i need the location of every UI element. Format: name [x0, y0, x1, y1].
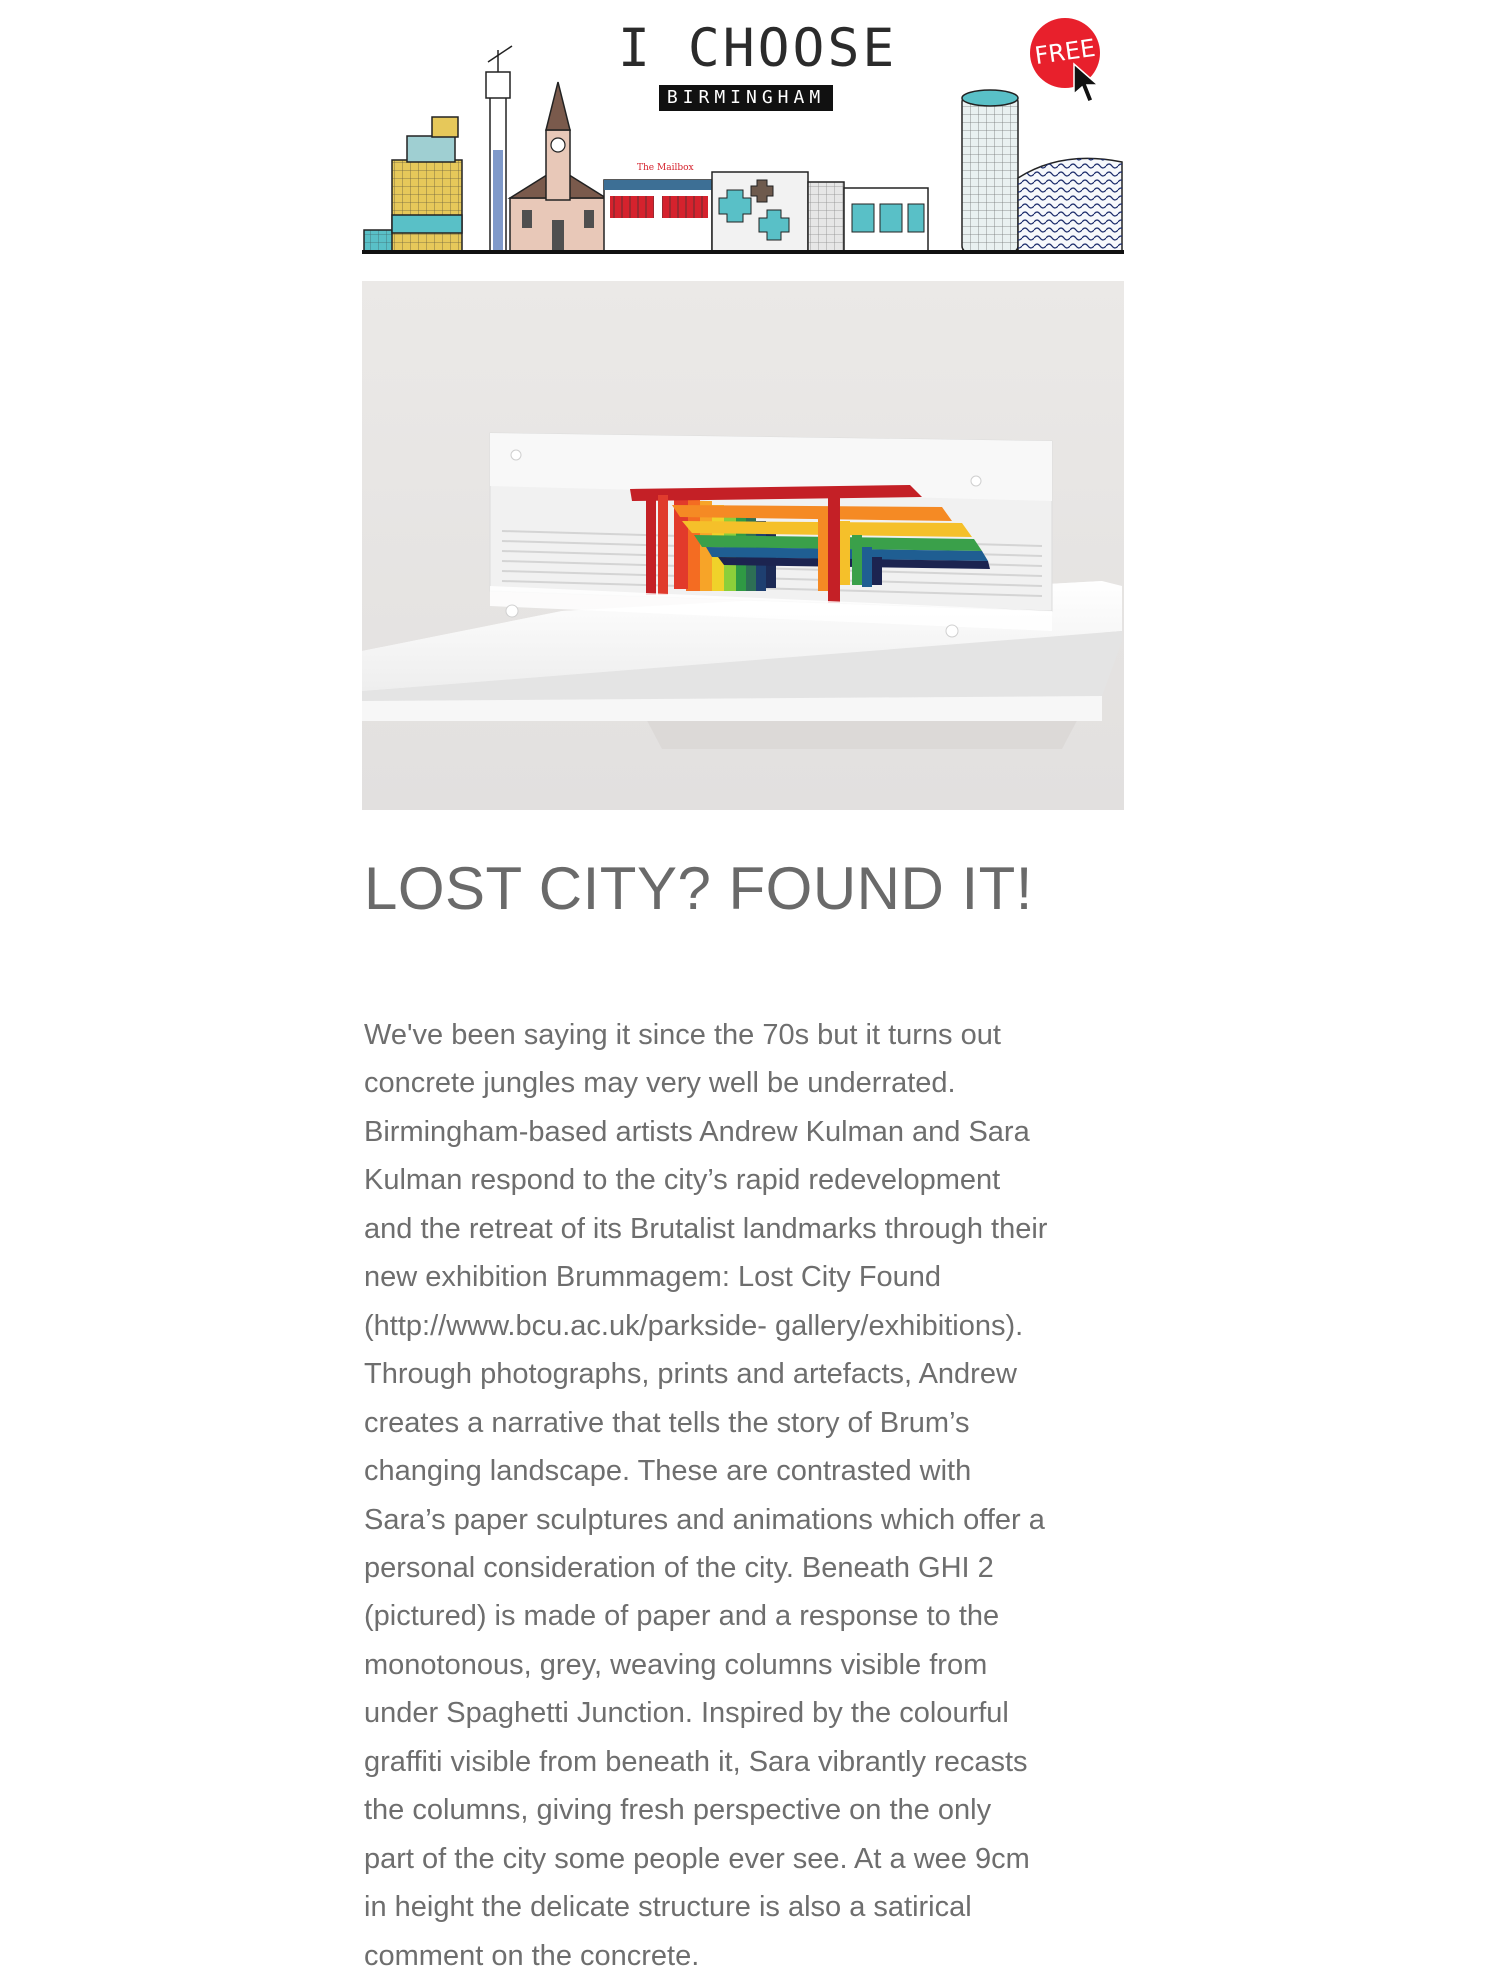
- body-line: Through photographs, prints and artefacts, Andrew: [364, 1358, 1017, 1391]
- body-line: in height the delicate structure is also a satirical: [364, 1891, 972, 1924]
- body-line: changing landscape. These are contrasted with: [364, 1455, 972, 1488]
- body-line: monotonous, grey, weaving columns visible from: [364, 1648, 988, 1681]
- body-line: the columns, giving fresh perspective on the only: [364, 1794, 992, 1827]
- body-line: part of the city some people ever see. At a wee 9cm: [364, 1842, 1030, 1875]
- body-line: creates a narrative that tells the story of Brum’s: [364, 1406, 970, 1439]
- cursor-arrow-icon: [1072, 62, 1102, 106]
- paper-sculpture-photo: [362, 281, 1124, 810]
- site-header: [362, 10, 1124, 256]
- logo-subtitle: BIRMINGHAM: [659, 85, 833, 111]
- body-line-link[interactable]: (http://www.bcu.ac.uk/parkside- gallery/exhibitions).: [364, 1309, 1024, 1342]
- body-line: under Spaghetti Junction. Inspired by the colourful: [364, 1697, 1009, 1730]
- body-line: We've been saying it since the 70s but it turns out: [364, 1019, 1001, 1051]
- body-line: new exhibition Brummagem: Lost City Found: [364, 1261, 942, 1294]
- logo-title: I CHOOSE: [618, 18, 898, 79]
- article-body: [364, 1011, 1134, 1980]
- free-badge-label: FREE: [1032, 33, 1098, 71]
- body-line: and the retreat of its Brutalist landmarks through their: [364, 1212, 1048, 1245]
- hero-image: [362, 281, 1124, 810]
- body-line: Sara’s paper sculptures and animations which offer a: [364, 1503, 1045, 1536]
- body-line: personal consideration of the city. Beneath GHI 2: [364, 1551, 994, 1584]
- body-line: comment on the concrete.: [364, 1939, 700, 1972]
- body-line: concrete jungles may very well be underrated.: [364, 1067, 956, 1100]
- body-line: Kulman respond to the city’s rapid redevelopment: [364, 1164, 1001, 1197]
- body-line: graffiti visible from beneath it, Sara vibrantly recasts: [364, 1745, 1028, 1778]
- body-line: (pictured) is made of paper and a response to the: [364, 1600, 1000, 1633]
- article-title: LOST CITY? FOUND IT!: [364, 855, 1033, 922]
- body-line: Birmingham-based artists Andrew Kulman and Sara: [364, 1115, 1030, 1148]
- skyline-sign: The Mailbox: [637, 163, 694, 173]
